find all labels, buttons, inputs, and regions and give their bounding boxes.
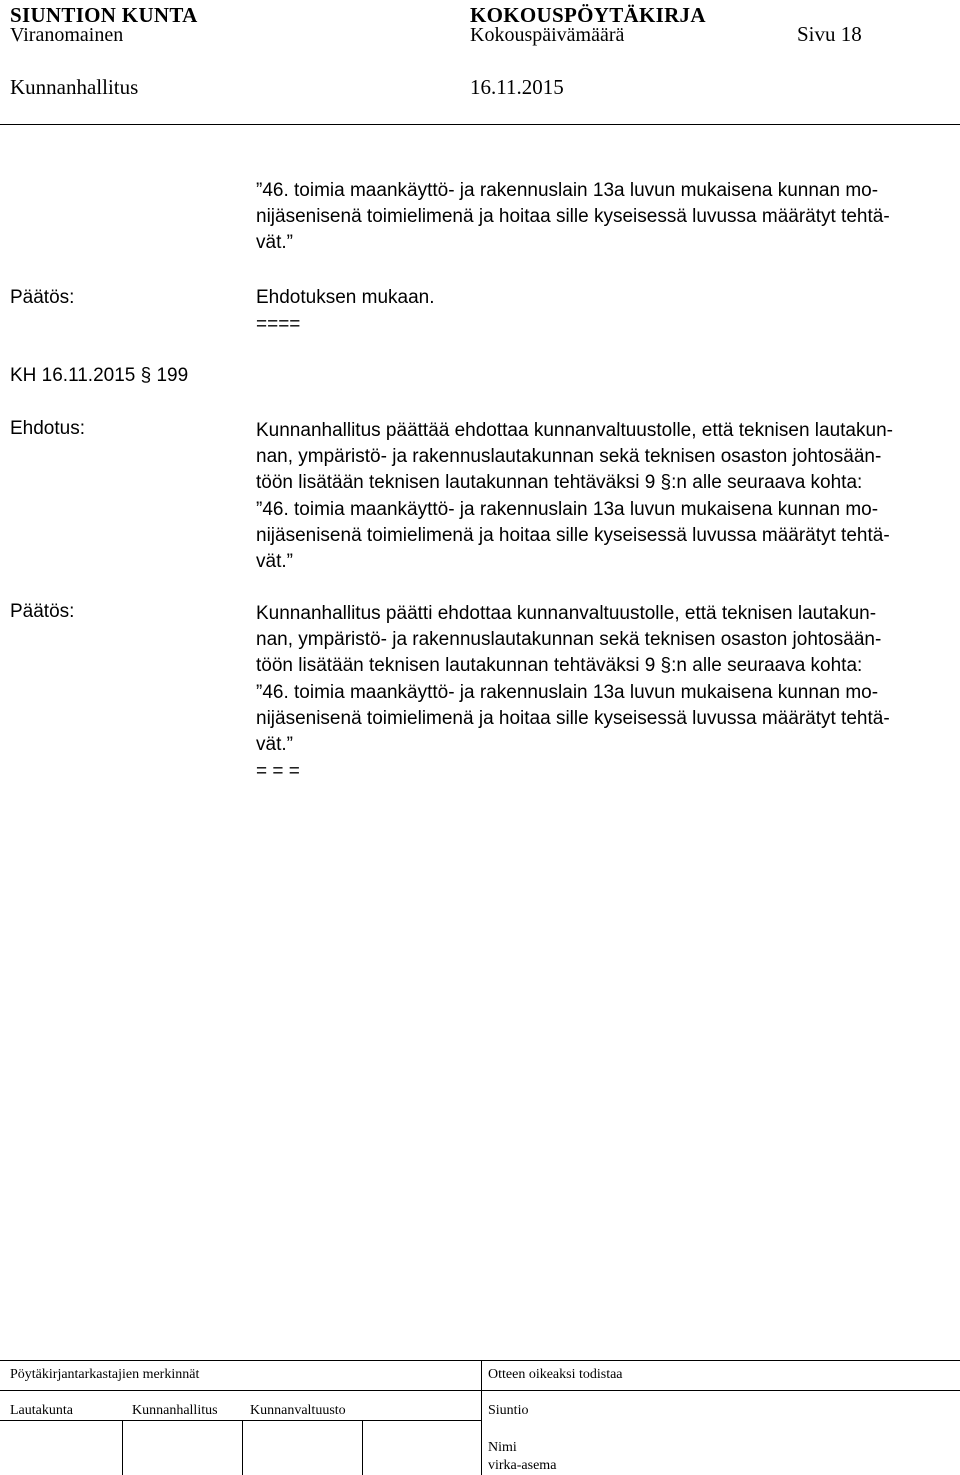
proposal-line: töön lisätään teknisen lautakunnan tehtäväksi 9 §:n alle seuraava kohta:: [256, 472, 863, 494]
proposal-line: vät.”: [256, 551, 293, 573]
footer-col-board: Lautakunta: [10, 1403, 73, 1418]
previous-end-mark: ====: [256, 314, 301, 335]
footer-top-rule: [0, 1360, 960, 1361]
header-divider: [0, 124, 960, 125]
section-end-mark: = = =: [256, 761, 300, 782]
footer-place: Siuntio: [488, 1403, 529, 1418]
organization-name: SIUNTION KUNTA: [10, 3, 198, 27]
decision-line: töön lisätään teknisen lautakunnan tehtäväksi 9 §:n alle seuraava kohta:: [256, 655, 863, 677]
section-heading: KH 16.11.2015 § 199: [10, 365, 189, 386]
decision-line: nijäsenisenä toimielimenä ja hoitaa sille kyseisessä luvussa määrätyt tehtä-: [256, 707, 890, 729]
meeting-date: 16.11.2015: [470, 75, 564, 99]
proposal-line: nan, ympäristö- ja rakennuslautakunnan sekä teknisen osaston johtosään-: [256, 446, 882, 468]
previous-decision-label: Päätös:: [10, 287, 75, 308]
proposal-text: [256, 418, 946, 575]
decision-label: Päätös:: [10, 601, 75, 622]
decision-line: Kunnanhallitus päätti ehdottaa kunnanvaltuustolle, että teknisen lautakun-: [256, 603, 877, 624]
decision-line: nan, ympäristö- ja rakennuslautakunnan sekä teknisen osaston johtosään-: [256, 629, 882, 651]
footer-mid-rule: [0, 1390, 960, 1391]
meeting-date-label: Kokouspäivämäärä: [470, 24, 625, 46]
footer-title-label: virka-asema: [488, 1458, 557, 1473]
footer-col-municipal-board: Kunnanhallitus: [132, 1403, 218, 1418]
quote-line: vät.”: [256, 232, 293, 254]
proposal-line: ”46. toimia maankäyttö- ja rakennuslain 13a luvun mukaisena kunnan mo-: [256, 498, 879, 520]
proposal-label: Ehdotus:: [10, 418, 85, 439]
decision-line: vät.”: [256, 734, 293, 756]
footer-col-divider-1: [122, 1420, 123, 1475]
decision-line: ”46. toimia maankäyttö- ja rakennuslain 13a luvun mukaisena kunnan mo-: [256, 681, 879, 703]
previous-decision-text: Ehdotuksen mukaan.: [256, 287, 435, 308]
checkers-label: Pöytäkirjantarkastajien merkinnät: [10, 1367, 200, 1382]
page-number: Sivu 18: [797, 22, 862, 46]
quote-line: nijäsenisenä toimielimenä ja hoitaa sille kyseisessä luvussa määrätyt tehtä-: [256, 206, 890, 228]
footer-col-council: Kunnanvaltuusto: [250, 1403, 346, 1418]
footer-col-divider-3: [362, 1420, 363, 1475]
authority-label: Viranomainen: [10, 24, 124, 46]
decision-text: [256, 601, 946, 758]
footer-col-divider-2: [242, 1420, 243, 1475]
previous-quote: [256, 178, 946, 257]
footer-table-rule: [0, 1420, 482, 1421]
authority-name: Kunnanhallitus: [10, 75, 139, 99]
proposal-line: Kunnanhallitus päättää ehdottaa kunnanvaltuustolle, että teknisen lautakun-: [256, 420, 893, 441]
footer-center-divider: [481, 1360, 482, 1475]
certified-label: Otteen oikeaksi todistaa: [488, 1367, 623, 1382]
proposal-line: nijäsenisenä toimielimenä ja hoitaa sille kyseisessä luvussa määrätyt tehtä-: [256, 524, 890, 546]
footer-name-label: Nimi: [488, 1440, 517, 1455]
quote-line: ”46. toimia maankäyttö- ja rakennuslain 13a luvun mukaisena kunnan mo-: [256, 180, 879, 201]
document-type: KOKOUSPÖYTÄKIRJA: [470, 3, 706, 27]
